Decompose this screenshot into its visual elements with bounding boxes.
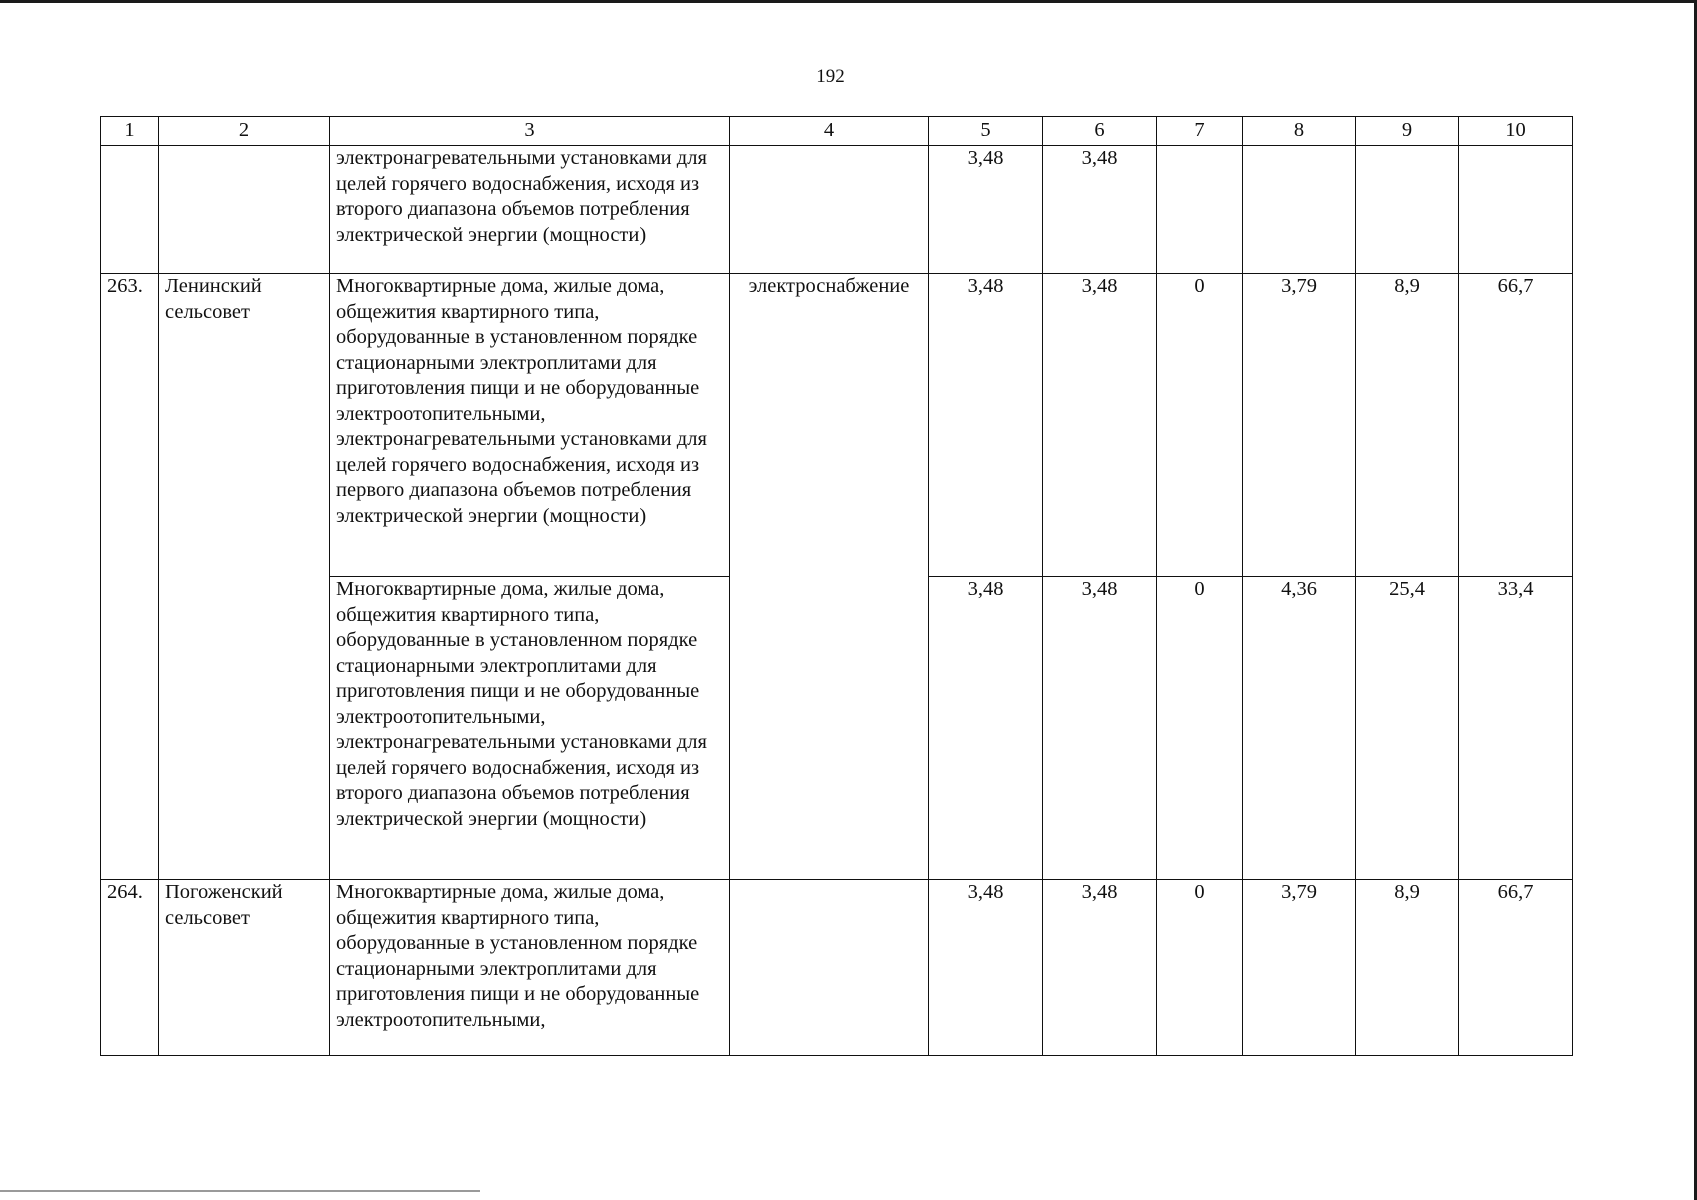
cell-description: электронагревательными установками для целей горячего водоснабжения, исходя из второго диапазона объемов потребления электрической энергии (мощности) [330,146,730,274]
cell-col-5: 3,48 [929,146,1043,274]
cell-service [730,146,929,274]
cell-col-10: 66,7 [1459,274,1573,577]
scan-border-top [0,0,1697,3]
cell-index: 264. [101,880,159,1056]
scan-border-bottom [0,1190,480,1192]
cell-index: 263. [101,274,159,880]
header-col-4: 4 [730,117,929,146]
cell-col-8 [1243,146,1356,274]
cell-col-5: 3,48 [929,880,1043,1056]
cell-service: электроснабжение [730,274,929,880]
cell-col-9: 8,9 [1356,274,1459,577]
cell-name: Погоженский сельсовет [159,880,330,1056]
cell-col-8: 4,36 [1243,577,1356,880]
cell-col-7: 0 [1157,577,1243,880]
header-col-7: 7 [1157,117,1243,146]
cell-col-7: 0 [1157,880,1243,1056]
cell-col-10 [1459,146,1573,274]
cell-description: Многоквартирные дома, жилые дома, общежития квартирного типа, оборудованные в установленном порядке стационарными электроплитами для приготовления пищи и не оборудованные электроотопительными, [330,880,730,1056]
cell-col-8: 3,79 [1243,274,1356,577]
table-row-continued [101,146,1573,274]
cell-col-5: 3,48 [929,577,1043,880]
cell-name: Ленинский сельсовет [159,274,330,880]
header-col-6: 6 [1043,117,1157,146]
cell-col-7 [1157,146,1243,274]
header-col-8: 8 [1243,117,1356,146]
cell-col-9 [1356,146,1459,274]
cell-index [101,146,159,274]
table-row-264 [101,880,1573,1056]
cell-col-6: 3,48 [1043,577,1157,880]
table-row-263-range-1 [101,274,1573,577]
header-col-3: 3 [330,117,730,146]
header-row [101,117,1573,146]
cell-col-10: 66,7 [1459,880,1573,1056]
cell-col-9: 8,9 [1356,880,1459,1056]
cell-col-6: 3,48 [1043,146,1157,274]
cell-col-9: 25,4 [1356,577,1459,880]
tariff-table [100,116,1573,1056]
header-col-10: 10 [1459,117,1573,146]
header-col-2: 2 [159,117,330,146]
cell-service [730,880,929,1056]
header-col-1: 1 [101,117,159,146]
cell-description: Многоквартирные дома, жилые дома, общежития квартирного типа, оборудованные в установленном порядке стационарными электроплитами для приготовления пищи и не оборудованные электроотопительными, электронагревательными установками для целей горячего водоснабжения, исходя из второго диапазона объемов потребления электрической энергии (мощности) [330,577,730,880]
cell-description: Многоквартирные дома, жилые дома, общежития квартирного типа, оборудованные в установленном порядке стационарными электроплитами для приготовления пищи и не оборудованные электроотопительными, электронагревательными установками для целей горячего водоснабжения, исходя из первого диапазона объемов потребления электрической энергии (мощности) [330,274,730,577]
cell-col-10: 33,4 [1459,577,1573,880]
page-number: 192 [816,66,845,87]
header-col-5: 5 [929,117,1043,146]
cell-col-6: 3,48 [1043,880,1157,1056]
cell-col-8: 3,79 [1243,880,1356,1056]
cell-col-6: 3,48 [1043,274,1157,577]
cell-name [159,146,330,274]
header-col-9: 9 [1356,117,1459,146]
cell-col-5: 3,48 [929,274,1043,577]
cell-col-7: 0 [1157,274,1243,577]
